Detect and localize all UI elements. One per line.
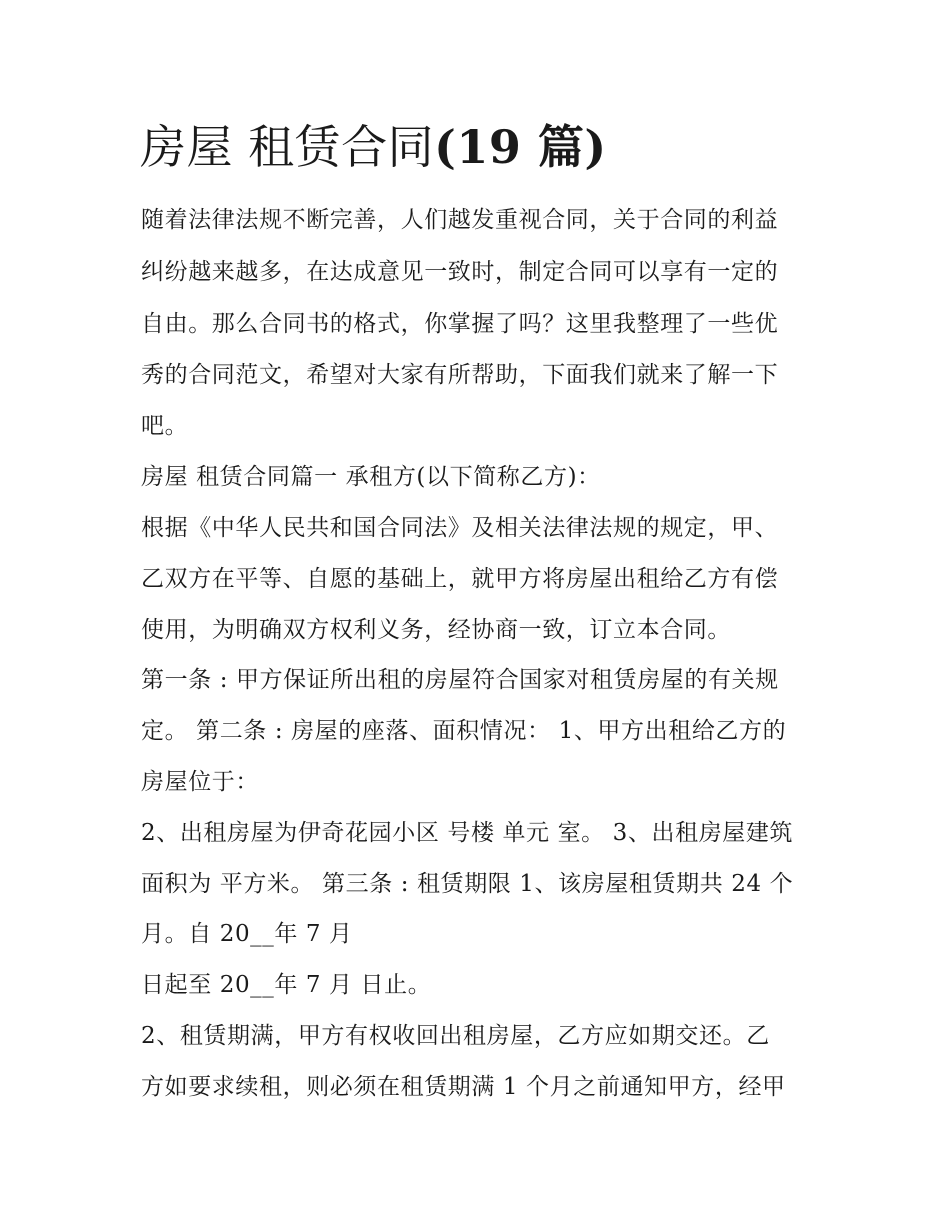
paragraph-line: 2、出租房屋为伊奇花园小区 号楼 单元 室。 3、出租房屋建筑 bbox=[141, 820, 794, 846]
paragraph-line: 吧。 bbox=[141, 413, 189, 439]
section-heading-line: 房屋 租赁合同篇一 承租方(以下简称乙方)： bbox=[141, 464, 601, 490]
paragraph-line: 方如要求续租，则必须在租赁期满 1 个月之前通知甲方，经甲 bbox=[141, 1074, 786, 1100]
paragraph-line: 房屋位于： bbox=[141, 769, 259, 795]
paragraph-line: 使用，为明确双方权利义务，经协商一致，订立本合同。 bbox=[141, 617, 731, 643]
paragraph-line: 定。 第二条 : 房屋的座落、面积情况： 1、甲方出租给乙方的 bbox=[141, 718, 787, 744]
title-main: 房屋 租赁合同 bbox=[140, 120, 435, 174]
paragraph-line: 面积为 平方米。 第三条 : 租赁期限 1、该房屋租赁期共 24 个 bbox=[141, 871, 794, 897]
paragraph-line: 随着法律法规不断完善，人们越发重视合同，关于合同的利益 bbox=[141, 207, 779, 233]
title-suffix: (19 篇) bbox=[434, 120, 607, 174]
paragraph-line: 根据《中华人民共和国合同法》及相关法律法规的规定，甲、 bbox=[141, 515, 779, 541]
paragraph-line: 乙双方在平等、自愿的基础上，就甲方将房屋出租给乙方有偿 bbox=[141, 566, 779, 592]
document-title bbox=[140, 114, 820, 180]
paragraph-line: 自由。那么合同书的格式，你掌握了吗？这里我整理了一些优 bbox=[141, 311, 779, 337]
paragraph-line: 纠纷越来越多，在达成意见一致时，制定合同可以享有一定的 bbox=[141, 259, 779, 285]
paragraph-line: 秀的合同范文，希望对大家有所帮助，下面我们就来了解一下 bbox=[141, 362, 779, 388]
paragraph-line: 日起至 20__年 7 月 日止。 bbox=[141, 972, 432, 998]
paragraph-line: 2、租赁期满，甲方有权收回出租房屋，乙方应如期交还。乙 bbox=[141, 1023, 770, 1049]
paragraph-line: 月。自 20__年 7 月 bbox=[141, 921, 353, 947]
paragraph-line: 第一条 : 甲方保证所出租的房屋符合国家对租赁房屋的有关规 bbox=[141, 667, 779, 693]
